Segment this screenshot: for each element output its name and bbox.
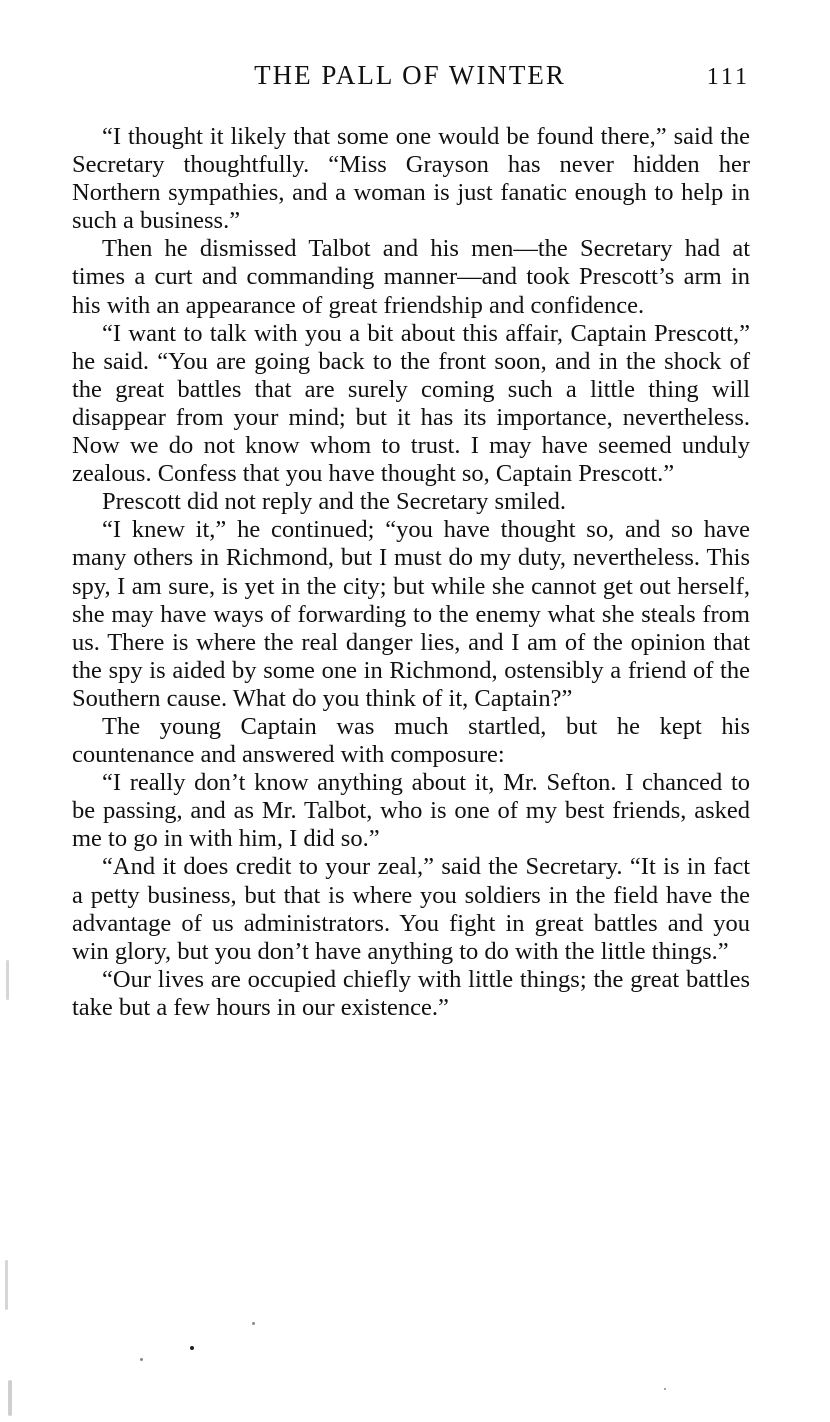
scan-speck [664, 1388, 666, 1390]
paragraph: Then he dismissed Talbot and his men—the Secretary had at times a curt and commanding manner—and took Prescott’s arm in his with an appearance of great friendship and confidence. [72, 235, 750, 319]
paragraph: “I really don’t know anything about it, Mr. Sefton. I chanced to be passing, and as Mr. Talbot, who is one of my best friends, asked me to go in with him, I did so.” [72, 769, 750, 853]
paragraph: “I want to talk with you a bit about this affair, Captain Prescott,” he said. “You are going back to the front soon, and in the shock of the great battles that are surely coming such a little thing will disappear from your mind; but it has its importance, nevertheless. Now we do not know whom to trust. I may have seemed unduly zealous. Confess that you have thought so, Captain Prescott.” [72, 319, 750, 488]
scan-speck [5, 1260, 8, 1310]
scan-speck [190, 1346, 194, 1350]
page-number: 111 [706, 64, 750, 90]
paragraph: Prescott did not reply and the Secretary smiled. [102, 488, 567, 516]
paragraph: “I thought it likely that some one would be found there,” said the Secretary thoughtfully. “Miss Grayson has never hidden her Northern sympathies, and a woman is just fanatic enough to help in such a business.” [72, 123, 750, 235]
scan-speck [140, 1358, 143, 1361]
body-text [72, 123, 750, 1022]
running-header [70, 58, 750, 94]
paragraph: “Our lives are occupied chiefly with little things; the great battles take but a few hours in our existence.” [72, 965, 750, 1021]
running-title: THE PALL OF WINTER [254, 60, 566, 90]
scan-speck [8, 1380, 12, 1416]
paragraph: “And it does credit to your zeal,” said the Secretary. “It is in fact a petty business, but that is where you soldiers in the field have the advantage of us administrators. You fight in great battles and you win glory, but you don’t have anything to do with the little things.” [72, 853, 750, 965]
paragraph: The young Captain was much startled, but he kept his countenance and answered with composure: [72, 712, 750, 769]
scan-speck [6, 960, 9, 1000]
scan-speck [252, 1322, 255, 1325]
paragraph: “I knew it,” he continued; “you have thought so, and so have many others in Richmond, but I must do my duty, nevertheless. This spy, I am sure, is yet in the city; but while she cannot get out herself, she may have ways of forwarding to the enemy what she steals from us. There is where the real danger lies, and I am of the opinion that the spy is aided by some one in Richmond, ostensibly a friend of the Southern cause. What do you think of it, Captain?” [72, 516, 750, 712]
